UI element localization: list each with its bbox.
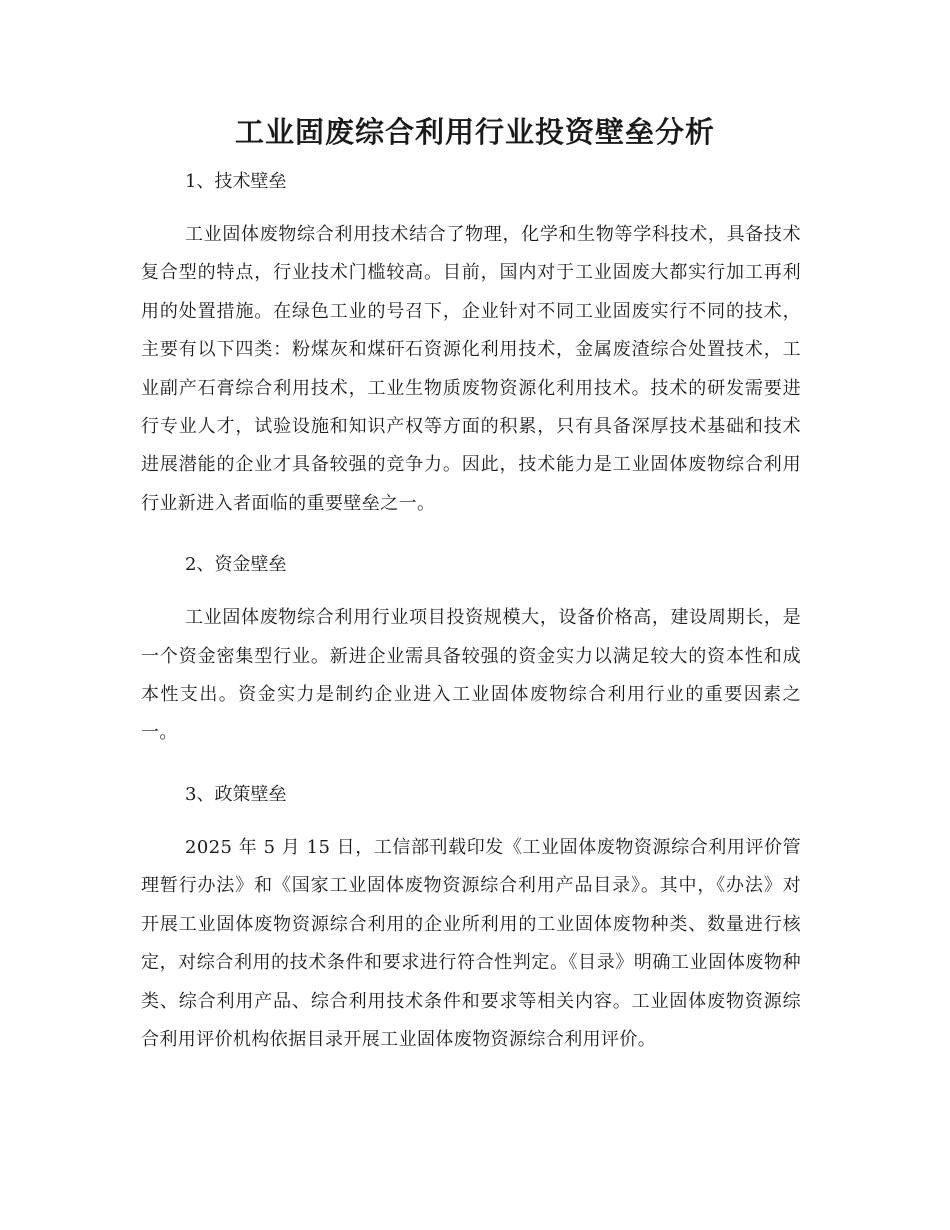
- section-paragraph: 工业固体废物综合利用行业项目投资规模大，设备价格高，建设周期长，是一个资金密集型行业。新进企业需具备较强的资金实力以满足较大的资本性和成本性支出。资金实力是制约企业进入工业固体废物综合利用行业的重要因素之一。: [141, 607, 801, 744]
- page-title: 工业固废综合利用行业投资壁垒分析: [234, 115, 715, 149]
- section-heading: 3、政策壁垒: [185, 783, 287, 805]
- section-technology-barrier: [141, 162, 801, 523]
- section-policy-barrier: [141, 775, 801, 1059]
- section-paragraph: 2025 年 5 月 15 日，工信部刊载印发《工业固体废物资源综合利用评价管理暂行办法》和《国家工业固体废物资源综合利用产品目录》。其中，《办法》对开展工业固体废物资源综合利用的企业所利用的工业固体废物种类、数量进行核定，对综合利用的技术条件和要求进行符合性判定。《目录》明确工业固体废物种类、综合利用产品、综合利用技术条件和要求等相关内容。工业固体废物资源综合利用评价机构依据目录开展工业固体废物资源综合利用评价。: [141, 836, 801, 1050]
- document-body: [141, 162, 801, 1059]
- section-paragraph: 工业固体废物综合利用技术结合了物理，化学和生物等学科技术，具备技术复合型的特点，行业技术门槛较高。目前，国内对于工业固废大都实行加工再利用的处置措施。在绿色工业的号召下，企业针对不同工业固废实行不同的技术，主要有以下四类：粉煤灰和煤矸石资源化利用技术，金属废渣综合处置技术，工业副产石膏综合利用技术，工业生物质废物资源化利用技术。技术的研发需要进行专业人才，试验设施和知识产权等方面的积累，只有具备深厚技术基础和技术进展潜能的企业才具备较强的竞争力。因此，技术能力是工业固体废物综合利用行业新进入者面临的重要壁垒之一。: [141, 224, 801, 514]
- section-heading: 2、资金壁垒: [185, 554, 287, 576]
- section-heading: 1、技术壁垒: [185, 171, 287, 192]
- section-capital-barrier: [141, 545, 801, 753]
